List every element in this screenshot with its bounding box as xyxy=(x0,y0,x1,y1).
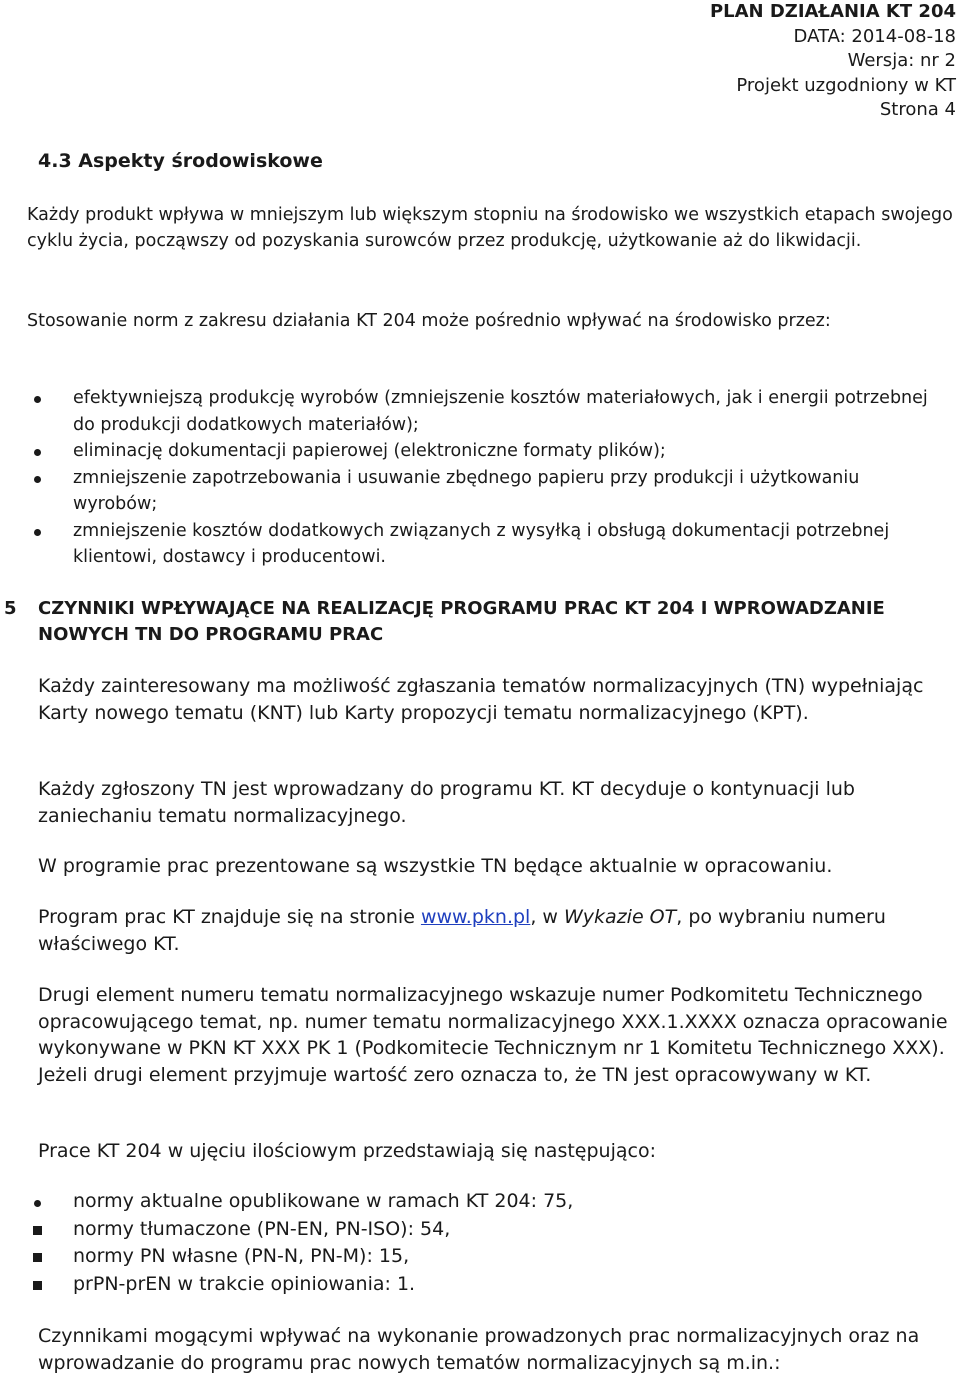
chapter-paragraph-2: Każdy zgłoszony TN jest wprowadzany do programu KT. KT decyduje o kontynuacji lub zaniechaniu tematu normalizacyjnego. xyxy=(38,778,855,827)
bullet-dot-icon xyxy=(27,518,47,545)
chapter-paragraph-4: Program prac KT znajduje się na stronie www.pkn.pl, w Wykazie OT, po wybraniu numeru właściwego KT. xyxy=(38,906,886,955)
header-title: PLAN DZIAŁANIA KT 204 xyxy=(709,1,956,22)
chapter-paragraph-3: W programie prac prezentowane są wszystkie TN będące aktualnie w opracowaniu. xyxy=(38,855,833,877)
bullet-dot-icon xyxy=(27,465,47,492)
header-page-number: Strona 4 xyxy=(879,99,956,120)
chapter-paragraph-5: Drugi element numeru tematu normalizacyjnego wskazuje numer Podkomitetu Technicznego opracowującego temat, np. numer tematu normalizacyjnego XXX.1.XXXX oznacza opracowanie wykonywane w PKN KT XXX PK 1 (Podkomitecie Technicznym nr 1 Komitetu Technicznego XXX). Jeżeli drugi element przyjmuje wartość zero oznacza to, że TN jest opracowywany w KT. xyxy=(38,984,948,1086)
chapter-paragraph-7: Czynnikami mogącymi wpływać na wykonanie prowadzonych prac normalizacyjnych oraz na wprowadzanie do programu prac nowych tematów normalizacyjnych są m.in.: xyxy=(38,1325,920,1374)
bullet-square-icon xyxy=(27,1243,47,1271)
bullet-dot-icon xyxy=(27,1188,47,1216)
bullet-square-icon xyxy=(27,1216,47,1244)
bullet-dot-icon xyxy=(27,385,47,412)
list-item: eliminację dokumentacji papierowej (elektroniczne formaty plików); xyxy=(0,438,943,465)
header-version: Wersja: nr 2 xyxy=(847,50,956,71)
chapter-number: 5 xyxy=(4,598,17,619)
header-date: DATA: 2014-08-18 xyxy=(793,25,956,47)
list-item: efektywniejszą produkcję wyrobów (zmniejszenie kosztów materiałowych, jak i energii potrzebnej do produkcji dodatkowych materiałów); xyxy=(0,385,943,438)
section-paragraph-2: Stosowanie norm z zakresu działania KT 204 może pośrednio wpływać na środowisko przez: xyxy=(27,311,831,331)
chapter-title: CZYNNIKI WPŁYWAJĄCE NA REALIZACJĘ PROGRAMU PRAC KT 204 I WPROWADZANIE NOWYCH TN DO PROGRAMU PRAC xyxy=(38,598,885,645)
list-item: zmniejszenie zapotrzebowania i usuwanie zbędnego papieru przy produkcji i użytkowaniu wyrobów; xyxy=(0,465,943,518)
section-paragraph-1: Każdy produkt wpływa w mniejszym lub większym stopniu na środowisko we wszystkich etapach swojego cyklu życia, począwszy od pozyskania surowców przez produkcję, użytkowanie aż do likwidacji. xyxy=(27,205,953,251)
list-item: normy tłumaczone (PN-EN, PN-ISO): 54, xyxy=(0,1216,943,1244)
header-status: Projekt uzgodniony w KT xyxy=(736,74,956,96)
chapter-paragraph-6: Prace KT 204 w ujęciu ilościowym przedstawiają się następująco: xyxy=(38,1140,656,1162)
list-item: normy PN własne (PN-N, PN-M): 15, xyxy=(0,1243,943,1271)
pkn-website-link[interactable]: www.pkn.pl xyxy=(420,906,531,928)
page-header xyxy=(710,0,956,123)
bullet-square-icon xyxy=(27,1271,47,1299)
statistics-list xyxy=(0,1188,943,1298)
chapter-paragraph-1: Każdy zainteresowany ma możliwość zgłaszania tematów normalizacyjnych (TN) wypełniając Karty nowego tematu (KNT) lub Karty propozycji tematu normalizacyjnego (KPT). xyxy=(38,675,924,724)
list-item: normy aktualne opublikowane w ramach KT 204: 75, xyxy=(0,1188,943,1216)
bullet-dot-icon xyxy=(27,438,47,465)
list-item: zmniejszenie kosztów dodatkowych związanych z wysyłką i obsługą dokumentacji potrzebnej klientowi, dostawcy i producentowi. xyxy=(0,518,943,571)
section-title: 4.3 Aspekty środowiskowe xyxy=(38,150,323,172)
list-item: prPN-prEN w trakcie opiniowania: 1. xyxy=(0,1271,943,1299)
environment-bullet-list xyxy=(0,385,943,571)
